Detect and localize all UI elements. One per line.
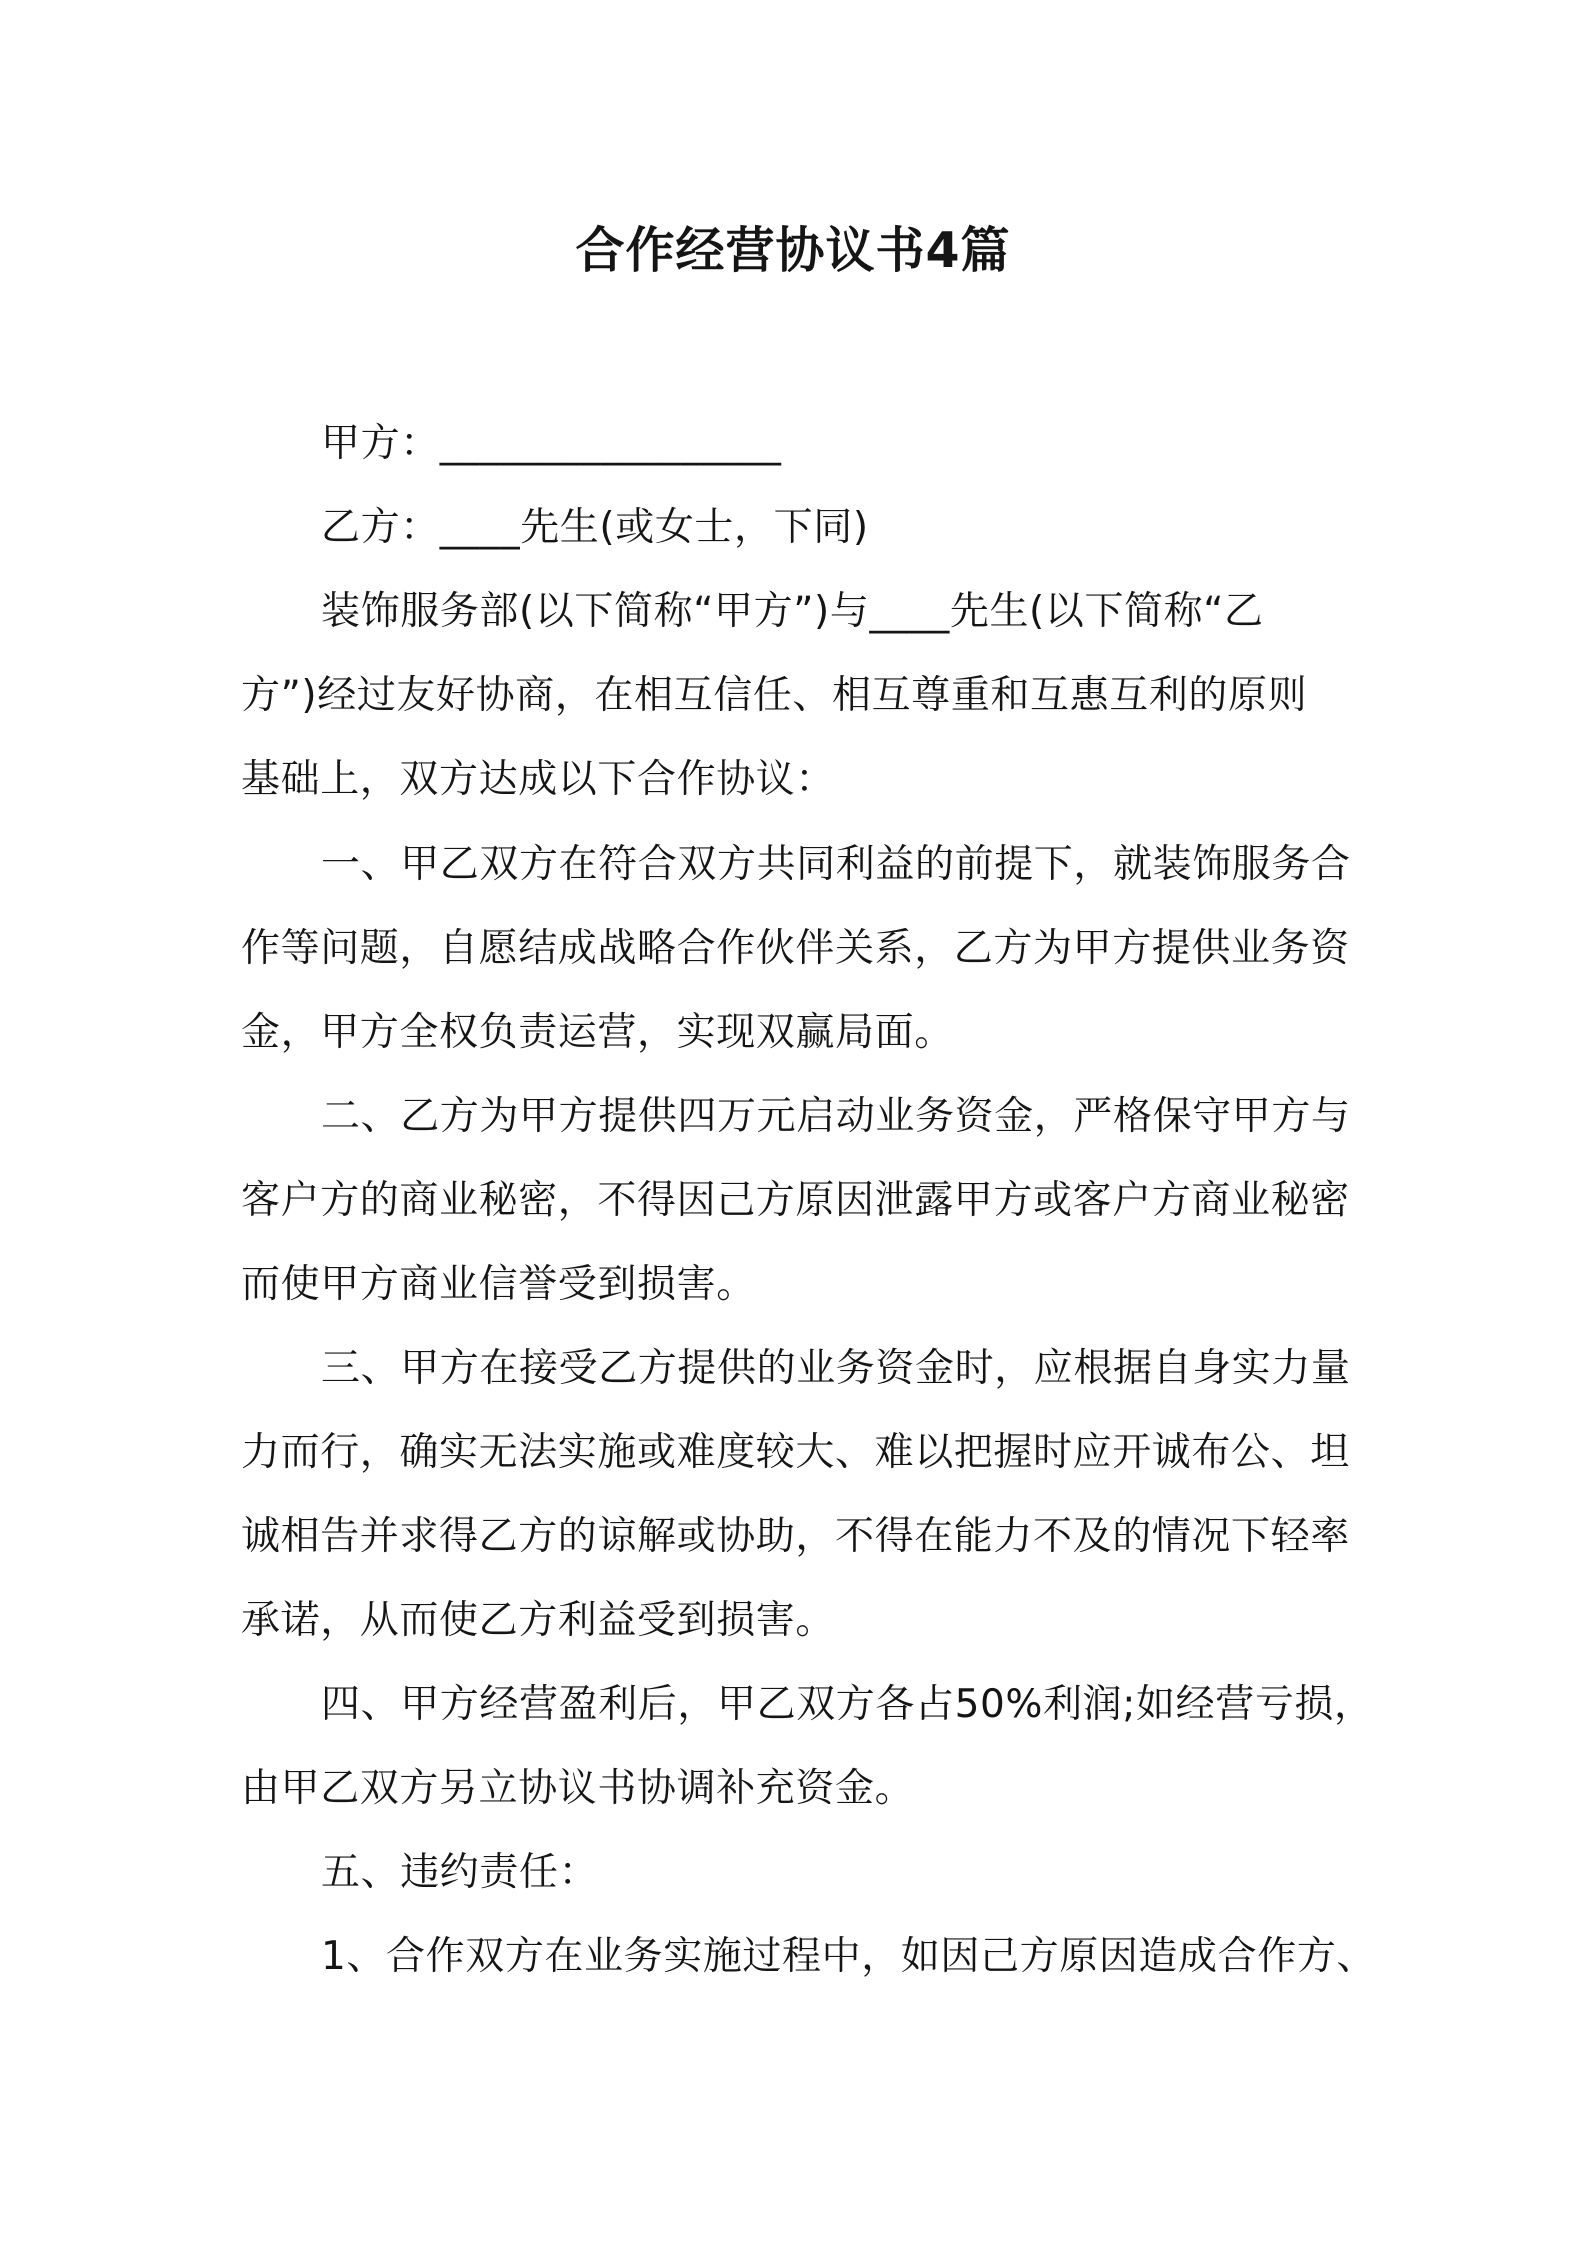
intro-line-3: 基础上，双方达成以下合作协议： xyxy=(241,757,836,802)
clause-4-line-1: 四、甲方经营盈利后，甲乙双方各占50%利润;如经营亏损， xyxy=(321,1682,1374,1727)
clause-3-line-4: 承诺，从而使乙方利益受到损害。 xyxy=(241,1598,836,1643)
clause-5-item-1-line-1: 1、合作双方在业务实施过程中，如因己方原因造成合作方、 xyxy=(321,1934,1377,1979)
clause-2-line-1: 二、乙方为甲方提供四万元启动业务资金，严格保守甲方与 xyxy=(321,1094,1351,1139)
clause-2-line-3: 而使甲方商业信誉受到损害。 xyxy=(241,1262,756,1307)
party-b-line: 乙方：____先生(或女士，下同) xyxy=(321,505,869,550)
clause-5-heading: 五、违约责任： xyxy=(321,1850,599,1895)
intro-line-2: 方”)经过友好协商，在相互信任、相互尊重和互惠互利的原则 xyxy=(241,673,1308,718)
intro-line-1: 装饰服务部(以下简称“甲方”)与____先生(以下简称“乙 xyxy=(321,589,1264,634)
party-a-line: 甲方：_________________ xyxy=(321,421,782,466)
clause-3-line-1: 三、甲方在接受乙方提供的业务资金时，应根据自身实力量 xyxy=(321,1346,1351,1391)
clause-3-line-2: 力而行，确实无法实施或难度较大、难以把握时应开诚布公、坦 xyxy=(241,1430,1350,1475)
clause-1-line-2: 作等问题，自愿结成战略合作伙伴关系，乙方为甲方提供业务资 xyxy=(241,926,1350,971)
document-title: 合作经营协议书4篇 xyxy=(575,222,1011,279)
clause-1-line-3: 金，甲方全权负责运营，实现双赢局面。 xyxy=(241,1010,954,1055)
clause-2-line-2: 客户方的商业秘密，不得因己方原因泄露甲方或客户方商业秘密 xyxy=(241,1178,1350,1223)
clause-1-line-1: 一、甲乙双方在符合双方共同利益的前提下，就装饰服务合 xyxy=(321,842,1351,887)
clause-3-line-3: 诚相告并求得乙方的谅解或协助，不得在能力不及的情况下轻率 xyxy=(241,1514,1350,1559)
clause-4-line-2: 由甲乙双方另立协议书协调补充资金。 xyxy=(241,1766,915,1811)
